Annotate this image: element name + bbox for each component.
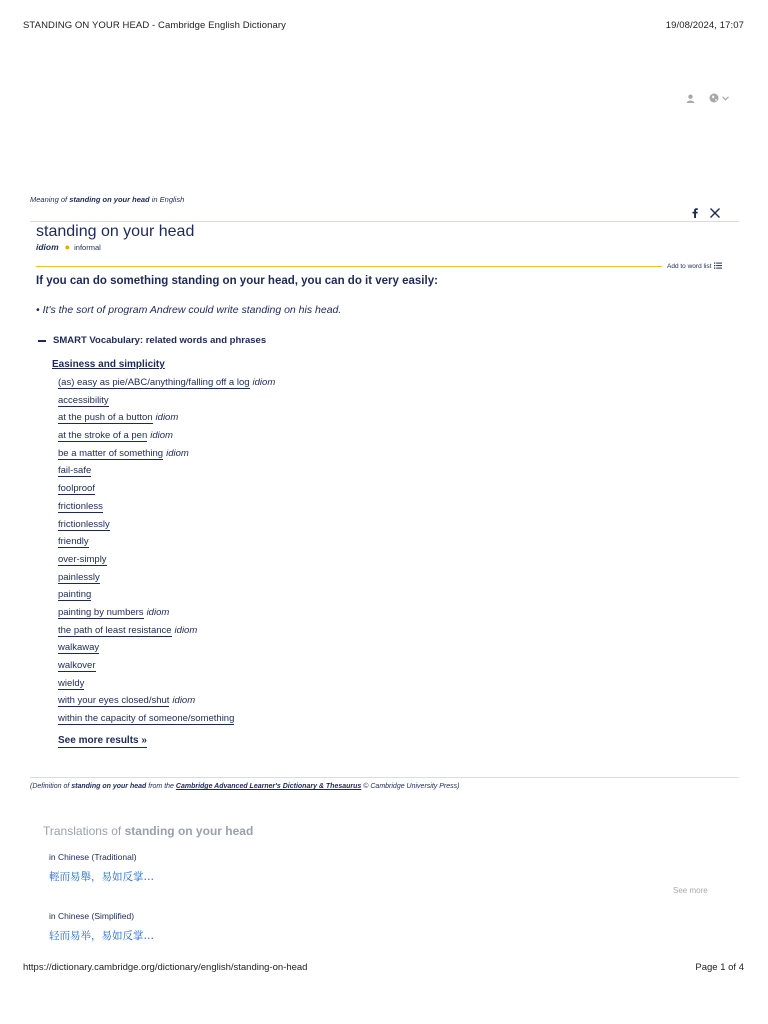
- word-type-label: idiom: [155, 412, 179, 424]
- list-item: [58, 464, 275, 482]
- related-word-link[interactable]: the path of least resistance: [58, 624, 172, 636]
- list-item: [58, 518, 275, 536]
- language-selector[interactable]: [709, 93, 729, 103]
- list-item: [58, 659, 275, 677]
- translation-language: in Chinese (Simplified): [49, 911, 135, 921]
- related-word-link[interactable]: frictionless: [58, 500, 103, 512]
- headword: standing on your head: [36, 223, 195, 240]
- smart-vocabulary-heading: SMART Vocabulary: related words and phrases: [53, 335, 267, 346]
- related-word-link[interactable]: walkover: [58, 660, 96, 671]
- translations-see-more-link[interactable]: See more: [673, 886, 708, 895]
- related-word-link[interactable]: at the push of a button: [58, 412, 153, 424]
- word-type-label: idiom: [150, 430, 173, 442]
- related-word-link[interactable]: painlessly: [58, 571, 100, 583]
- print-footer-page: Page 1 of 4: [695, 962, 744, 973]
- definition-source: [30, 783, 459, 790]
- related-word-link[interactable]: painting: [58, 589, 92, 601]
- list-icon: [714, 262, 722, 271]
- word-type-label: idiom: [146, 606, 170, 618]
- source-mid: from the: [148, 783, 174, 790]
- smart-vocabulary-toggle[interactable]: [38, 335, 266, 346]
- source-book-link[interactable]: Cambridge Advanced Learner's Dictionary & Thesaurus: [175, 783, 362, 790]
- list-item: [58, 641, 275, 659]
- divider: [30, 221, 739, 222]
- source-suffix: © Cambridge University Press): [363, 783, 460, 790]
- list-item: [58, 694, 275, 712]
- print-header-datetime: 19/08/2024, 17:07: [665, 20, 744, 31]
- chevron-down-icon: [722, 96, 729, 101]
- related-word-link[interactable]: with your eyes closed/shut: [58, 695, 170, 707]
- translation-text-link[interactable]: 輕而易舉，易如反掌…: [49, 871, 154, 883]
- translation-language: in Chinese (Traditional): [49, 852, 137, 862]
- list-item: [58, 535, 275, 553]
- user-icon[interactable]: [686, 94, 695, 103]
- list-item: [58, 553, 275, 571]
- list-item: [58, 447, 275, 465]
- part-of-speech: idiom: [36, 242, 59, 252]
- related-word-link[interactable]: walkaway: [58, 642, 100, 654]
- translations-title: [43, 824, 253, 838]
- word-type-label: idiom: [172, 695, 196, 707]
- related-word-link[interactable]: accessibility: [58, 394, 109, 406]
- list-item: [58, 606, 275, 624]
- list-item: [58, 588, 275, 606]
- translations-title-term: standing on your head: [124, 824, 254, 838]
- list-item: [58, 411, 275, 429]
- meaning-suffix: in English: [151, 195, 185, 204]
- related-word-link[interactable]: frictionlessly: [58, 518, 110, 530]
- list-item: [58, 482, 275, 500]
- word-type-label: idiom: [166, 447, 189, 459]
- smart-vocab-topic-link[interactable]: Easiness and simplicity: [52, 359, 165, 370]
- list-item: [58, 712, 275, 730]
- word-type-label: idiom: [174, 624, 198, 636]
- related-word-link[interactable]: painting by numbers: [58, 606, 144, 618]
- example-bullet: •: [36, 304, 40, 316]
- related-word-link[interactable]: fail-safe: [58, 465, 92, 477]
- related-word-link[interactable]: at the stroke of a pen: [58, 430, 148, 442]
- source-term: standing on your head: [71, 783, 147, 790]
- definition: If you can do something standing on your head, you can do it very easily:: [36, 275, 438, 287]
- sense-divider: [36, 266, 662, 267]
- related-word-link[interactable]: within the capacity of someone/something: [58, 713, 235, 725]
- add-to-word-list-button[interactable]: [667, 262, 722, 271]
- list-item: [58, 394, 275, 412]
- example-sentence: [36, 304, 341, 316]
- divider: [30, 777, 739, 778]
- meaning-term: standing on your head: [69, 195, 150, 204]
- related-word-link[interactable]: wieldy: [58, 677, 85, 689]
- print-footer-url: https://dictionary.cambridge.org/dictionary/english/standing-on-head: [23, 962, 308, 973]
- print-header-title: STANDING ON YOUR HEAD - Cambridge English Dictionary: [23, 20, 286, 31]
- example-text: It's the sort of program Andrew could write standing on his head.: [42, 304, 342, 316]
- meaning-prefix: Meaning of: [30, 195, 68, 204]
- word-type-label: idiom: [252, 377, 276, 388]
- minus-icon: [38, 340, 46, 342]
- dot-icon: ●: [64, 242, 71, 252]
- translation-text-link[interactable]: 轻而易举，易如反掌…: [49, 930, 154, 942]
- list-item: [58, 571, 275, 589]
- list-item: [58, 376, 275, 394]
- related-word-link[interactable]: be a matter of something: [58, 447, 164, 459]
- source-prefix: (Definition of: [30, 783, 70, 790]
- translations-title-prefix: Translations of: [43, 824, 122, 838]
- related-words-list: [58, 376, 275, 730]
- list-item: [58, 500, 275, 518]
- meaning-line: [30, 195, 184, 204]
- list-item: [58, 677, 275, 695]
- see-more-results-link[interactable]: See more results »: [58, 735, 147, 746]
- list-item: [58, 624, 275, 642]
- related-word-link[interactable]: friendly: [58, 536, 89, 548]
- add-to-word-list-label: Add to word list: [667, 263, 712, 270]
- header-tools: [686, 93, 729, 103]
- globe-icon: [709, 93, 719, 103]
- related-word-link[interactable]: foolproof: [58, 483, 95, 495]
- pos-line: [36, 242, 101, 252]
- register-label: informal: [74, 243, 101, 252]
- list-item: [58, 429, 275, 447]
- related-word-link[interactable]: over-simply: [58, 553, 107, 565]
- related-word-link[interactable]: (as) easy as pie/ABC/anything/falling off a log: [58, 377, 250, 388]
